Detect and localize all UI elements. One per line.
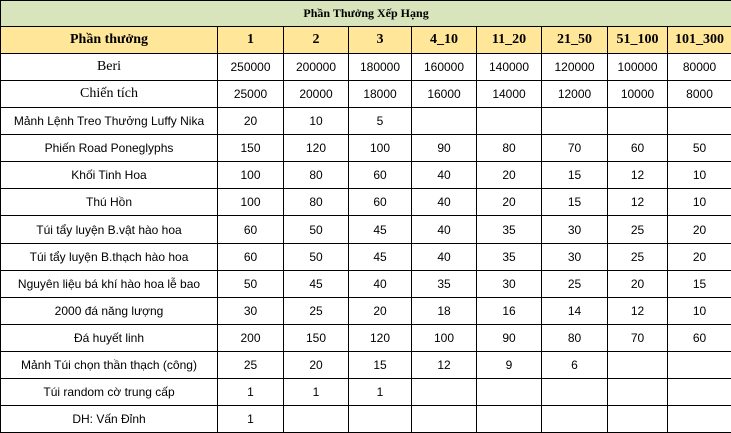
reward-value-cell: [477, 405, 542, 432]
reward-value-cell: 15: [542, 162, 608, 189]
reward-value-cell: 100: [349, 135, 412, 162]
reward-value-cell: 20000: [284, 81, 349, 108]
reward-value-cell: 40: [412, 216, 477, 243]
reward-value-cell: 120: [284, 135, 349, 162]
reward-value-cell: [542, 108, 608, 135]
reward-name-cell: Thú Hồn: [1, 189, 218, 216]
reward-value-cell: 80: [284, 189, 349, 216]
reward-value-cell: 100: [218, 162, 284, 189]
table-row: [1, 297, 731, 324]
reward-value-cell: 70: [542, 135, 608, 162]
table-row: [1, 405, 731, 432]
reward-value-cell: 40: [412, 162, 477, 189]
reward-value-cell: 12: [608, 189, 668, 216]
reward-value-cell: 120000: [542, 54, 608, 81]
reward-value-cell: 20: [477, 162, 542, 189]
reward-value-cell: 18: [412, 297, 477, 324]
reward-name-cell: 2000 đá năng lượng: [1, 297, 218, 324]
table-row: [1, 216, 731, 243]
reward-value-cell: 150: [284, 324, 349, 351]
reward-value-cell: 20: [608, 270, 668, 297]
reward-value-cell: 30: [542, 216, 608, 243]
reward-value-cell: 60: [349, 162, 412, 189]
reward-name-cell: Đá huyết linh: [1, 324, 218, 351]
reward-value-cell: 80: [284, 162, 349, 189]
reward-value-cell: 1: [284, 378, 349, 405]
reward-value-cell: 250000: [218, 54, 284, 81]
table-row: [1, 108, 731, 135]
reward-value-cell: 45: [349, 243, 412, 270]
reward-value-cell: 20: [477, 189, 542, 216]
reward-value-cell: 25: [218, 351, 284, 378]
reward-value-cell: 10: [668, 162, 731, 189]
reward-value-cell: [668, 351, 731, 378]
reward-value-cell: 80: [477, 135, 542, 162]
reward-value-cell: 14000: [477, 81, 542, 108]
reward-value-cell: [608, 378, 668, 405]
reward-value-cell: 25000: [218, 81, 284, 108]
reward-value-cell: 90: [477, 324, 542, 351]
reward-value-cell: 100000: [608, 54, 668, 81]
reward-value-cell: 15: [668, 270, 731, 297]
reward-value-cell: 80: [542, 324, 608, 351]
reward-name-cell: Beri: [1, 54, 218, 81]
reward-value-cell: 20: [668, 243, 731, 270]
table-row: [1, 54, 731, 81]
reward-value-cell: 60: [608, 135, 668, 162]
reward-value-cell: 90: [412, 135, 477, 162]
header-reward: Phần thưởng: [1, 27, 218, 54]
reward-value-cell: [542, 405, 608, 432]
table-row: [1, 162, 731, 189]
reward-value-cell: 45: [349, 216, 412, 243]
reward-value-cell: 1: [349, 378, 412, 405]
table-row: [1, 351, 731, 378]
reward-value-cell: [284, 405, 349, 432]
reward-value-cell: [608, 405, 668, 432]
reward-value-cell: 45: [284, 270, 349, 297]
header-row: [1, 27, 731, 54]
reward-value-cell: 35: [477, 216, 542, 243]
table-row: [1, 243, 731, 270]
reward-value-cell: 60: [349, 189, 412, 216]
reward-value-cell: 12: [608, 162, 668, 189]
reward-value-cell: 20: [349, 297, 412, 324]
reward-value-cell: 15: [542, 189, 608, 216]
reward-value-cell: 1: [218, 405, 284, 432]
reward-name-cell: Nguyên liệu bá khí hào hoa lễ bao: [1, 270, 218, 297]
table-row: [1, 189, 731, 216]
reward-value-cell: 9: [477, 351, 542, 378]
reward-value-cell: 70: [608, 324, 668, 351]
reward-name-cell: Túi tẩy luyện B.thạch hào hoa: [1, 243, 218, 270]
reward-value-cell: 160000: [412, 54, 477, 81]
reward-value-cell: 25: [542, 270, 608, 297]
reward-name-cell: Mảnh Lệnh Treo Thưởng Luffy Nika: [1, 108, 218, 135]
title-row: [1, 1, 731, 27]
reward-value-cell: 14: [542, 297, 608, 324]
reward-value-cell: 40: [412, 189, 477, 216]
table-title: Phần Thưởng Xếp Hạng: [1, 1, 731, 27]
reward-value-cell: 12000: [542, 81, 608, 108]
header-rank-101-300: 101_300: [668, 27, 731, 54]
reward-value-cell: 12: [412, 351, 477, 378]
reward-value-cell: 30: [477, 270, 542, 297]
reward-value-cell: 40: [412, 243, 477, 270]
reward-value-cell: [608, 351, 668, 378]
reward-value-cell: 80000: [668, 54, 731, 81]
reward-value-cell: 30: [542, 243, 608, 270]
reward-value-cell: [668, 108, 731, 135]
header-rank-3: 3: [349, 27, 412, 54]
reward-name-cell: Khối Tinh Hoa: [1, 162, 218, 189]
reward-name-cell: Mảnh Túi chọn thần thạch (công): [1, 351, 218, 378]
reward-value-cell: 25: [284, 297, 349, 324]
header-rank-1: 1: [218, 27, 284, 54]
header-rank-4-10: 4_10: [412, 27, 477, 54]
reward-value-cell: 10000: [608, 81, 668, 108]
reward-value-cell: 25: [608, 243, 668, 270]
reward-value-cell: 100: [412, 324, 477, 351]
reward-value-cell: [412, 108, 477, 135]
reward-value-cell: 10: [668, 189, 731, 216]
reward-value-cell: 1: [218, 378, 284, 405]
reward-value-cell: 15: [349, 351, 412, 378]
reward-value-cell: 35: [412, 270, 477, 297]
reward-value-cell: [412, 378, 477, 405]
reward-value-cell: 100: [218, 189, 284, 216]
reward-value-cell: 5: [349, 108, 412, 135]
table-row: [1, 378, 731, 405]
reward-value-cell: 6: [542, 351, 608, 378]
reward-value-cell: [349, 405, 412, 432]
reward-value-cell: 50: [218, 270, 284, 297]
reward-value-cell: 16000: [412, 81, 477, 108]
reward-value-cell: [668, 405, 731, 432]
reward-value-cell: 50: [284, 216, 349, 243]
reward-value-cell: [477, 378, 542, 405]
reward-name-cell: Túi tẩy luyện B.vật hào hoa: [1, 216, 218, 243]
header-rank-11-20: 11_20: [477, 27, 542, 54]
reward-name-cell: Chiến tích: [1, 81, 218, 108]
reward-value-cell: 180000: [349, 54, 412, 81]
reward-value-cell: [608, 108, 668, 135]
reward-value-cell: [412, 405, 477, 432]
header-rank-21-50: 21_50: [542, 27, 608, 54]
reward-value-cell: 20: [284, 351, 349, 378]
reward-value-cell: 12: [608, 297, 668, 324]
reward-name-cell: DH: Vấn Đỉnh: [1, 405, 218, 432]
table-row: [1, 324, 731, 351]
table-row: [1, 270, 731, 297]
reward-value-cell: 150: [218, 135, 284, 162]
reward-value-cell: 120: [349, 324, 412, 351]
header-rank-51-100: 51_100: [608, 27, 668, 54]
reward-value-cell: 40: [349, 270, 412, 297]
reward-name-cell: Túi random cờ trung cấp: [1, 378, 218, 405]
reward-value-cell: 60: [218, 243, 284, 270]
reward-value-cell: 140000: [477, 54, 542, 81]
reward-value-cell: 35: [477, 243, 542, 270]
reward-value-cell: [542, 378, 608, 405]
reward-value-cell: 10: [668, 297, 731, 324]
header-rank-2: 2: [284, 27, 349, 54]
reward-value-cell: 60: [668, 324, 731, 351]
reward-value-cell: 200000: [284, 54, 349, 81]
reward-value-cell: 25: [608, 216, 668, 243]
reward-value-cell: [477, 108, 542, 135]
reward-name-cell: Phiến Road Poneglyphs: [1, 135, 218, 162]
table-row: [1, 81, 731, 108]
reward-value-cell: 18000: [349, 81, 412, 108]
reward-value-cell: 8000: [668, 81, 731, 108]
reward-value-cell: 20: [668, 216, 731, 243]
reward-value-cell: 50: [284, 243, 349, 270]
table-row: [1, 135, 731, 162]
reward-value-cell: 30: [218, 297, 284, 324]
reward-value-cell: 10: [284, 108, 349, 135]
reward-value-cell: 16: [477, 297, 542, 324]
reward-value-cell: 200: [218, 324, 284, 351]
reward-value-cell: [668, 378, 731, 405]
reward-value-cell: 60: [218, 216, 284, 243]
reward-value-cell: 50: [668, 135, 731, 162]
reward-value-cell: 20: [218, 108, 284, 135]
